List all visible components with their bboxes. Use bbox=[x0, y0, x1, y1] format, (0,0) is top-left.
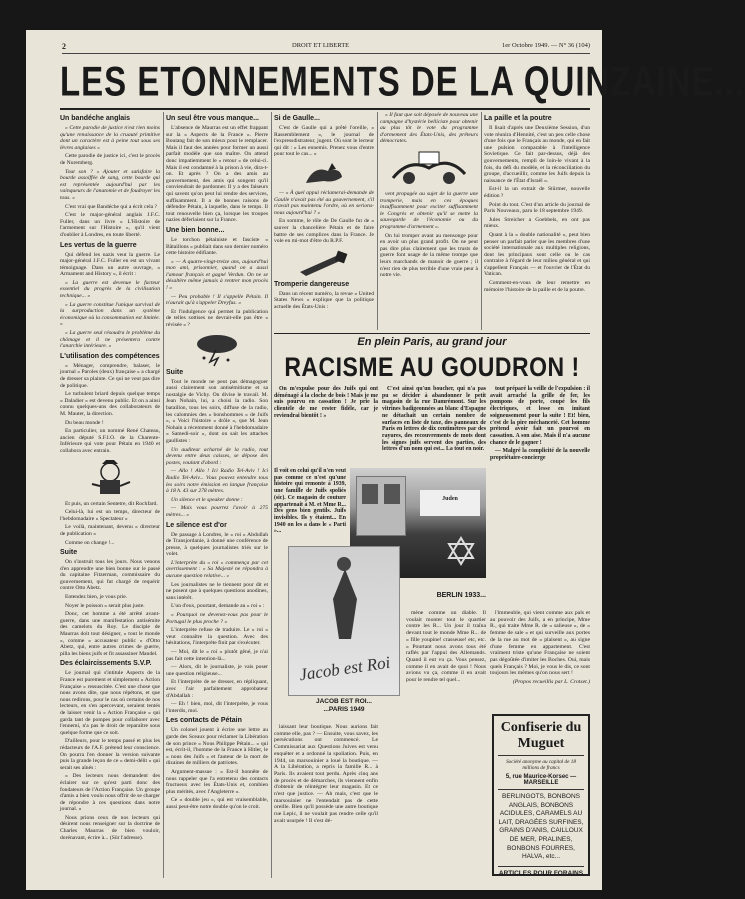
paragraph: C'est ainsi qu'un boucher, qui n'a pas pu se décider à abandonner le petit magasin de la rue Damrémont. Sur les vitrines badigeonnées au blanc d'Espagne ne détachait un certain nombre de surfaces en liste de taxe, des panneaux de Paris en lettres de dix centimètres par des rayures, des recouvrements de mots dont les signes juifs servent des parties, des lettres d'un nom qui est... La tout en noir. bbox=[382, 386, 486, 453]
paragraph: Donc, cet homme a été arrêté avant-guerre, dans une manifestation antisémite des camelots du Roy. Le disciple de Maurras doit tout désigner, « tout le monde », comme « accusateur public » d'Otto Abetz, qui, entre autres crimes de guerre, pilla les biens juifs et fit assassiner Mandel. bbox=[60, 611, 160, 657]
paragraph: Il lisait d'après une Deuxième Session, d'un vote réunira d'Hennité, c'est un peu celle chose d'une fois que le Français au monde, qui en fait une pulsion comparable à l'intelligence Sovietique. Ce fait par-dessus, déjà des gouvernements, rempli de loin-le vivant à la fois, du défi du modèle, et la réconciliation du groupe, d'accueillir, comme les Juifs depuis la naissance de l'État d'Israël ». bbox=[484, 125, 590, 184]
photo-caption: BERLIN 1933... bbox=[436, 592, 486, 599]
paragraph: mène comme un diable. Il voulait monter tout le quartier contre les R... Un jour il traîna devant tout le monde Mme R... de « fille youpine! crasseuse! etc, etc. » Pourtant nous avons tous été raflés par l'appui des Allemands. Quand il eut vu ça. Vous pensez, comme il en avait de quoi ! Nous avions vu ça, comme il en avait pour le rendre tel quel... bbox=[406, 610, 486, 684]
paragraph: « Des lecteurs nous demandent des éclairer sur ce qu'est parti donc des fondateurs de l'Action Française. Un groupe d'amis a bien voulu nous offrir de se charger de répondre à ces questions dans notre journal. » bbox=[60, 773, 160, 813]
paragraph: Tout son ? « Ajouter et satisfaire la bourde assoiffée de sang, cette bourde qui est représentée aujourd'hui par les vainqueurs de l'anatomie et de foudroyer les tous. » bbox=[60, 168, 160, 201]
paragraph: On m'expulse pour des Juifs qui ont déménagé à la cloche de bois ! Mais je me suis pourvu en cassation ! Je prie la clientèle de me rester fidèle, car je reviendrai bientôt ! » bbox=[274, 386, 378, 419]
column-rule bbox=[377, 112, 378, 330]
ad-title: Confiserie du Muguet bbox=[498, 720, 584, 756]
feature-kicker: En plein Paris, au grand jour bbox=[357, 336, 507, 348]
paragraph: — « À quel appui réclamerai-demande de Gaulle n'avait pas été au gouvernement, s'il n'avait pas maintenu l'ordre, où en serions-nous aujourd'hui ? » bbox=[274, 189, 374, 216]
paragraph: L'interprète refuse de traduire. Le « roi » veut connaître la question. Avec des hésitations, l'interprète finit par s'exécuter. bbox=[166, 627, 268, 647]
paragraph: En particulier, un nommé René Chateau, ancien député S.F.I.O. de la Charente-Inférieure qui vote pour Pétain en 1940 et collabora avec entrain. bbox=[60, 428, 160, 454]
section-title: Un seul être vous manque... bbox=[166, 115, 259, 122]
section-title: Des éclaircissements S.V.P. bbox=[60, 660, 152, 668]
feature-headline: RACISME AU GOUDRON ! bbox=[284, 352, 580, 382]
paragraph: On s'instruit tous les jours. Nous venons d'en apprendre une bien bonne sur le passé du capitaine Fitzerman, commissaire du gouvernement, qui fut chargé de requérir contre Otto Abetz. bbox=[60, 559, 160, 592]
column-5 bbox=[484, 112, 590, 330]
section-title: Les vertus de la guerre bbox=[60, 241, 137, 249]
feature-lead bbox=[274, 386, 378, 466]
paragraph: L'absence de Maurras est un effet frappant sur la « Aspects de la France ». Pierre Boutang fait de son mieux pour le remplacer. Mais il faut des années pour former un aussi parfait modèle que son maître. On attend donc impatiemment le « retour » de celui-ci. Mais il est condamné à la prison à vie, dira-t-on. Et après ? On a des amis au gouvernement, des amis qui songent qu'il conviendrait de pardonner. Il y a des faiseurs qui savent qu'on peut lui rendre des services, suffisamment. Il a de bonnes raisons de défendre Pétain, à laquelle, dans le temps. Il tout renouvelle bien ça, lorsque les troupes nazies déferlaient sur la France. bbox=[166, 125, 268, 224]
paragraph: Un auditeur acharné de la radio, tout devenu entre deux caisses, se dépose des postes, voulant d'abord : bbox=[166, 446, 268, 466]
running-header bbox=[62, 42, 590, 54]
column-rule bbox=[271, 112, 272, 878]
newspaper-page bbox=[26, 30, 745, 890]
paragraph: Le turbulent briard depuis quelque temps « Daladier » est devenu public. Et on a ainsi connu quelques-uns des collaborateurs de M. Mauter, la direction. bbox=[60, 391, 160, 417]
paragraph: Argument-massue : « Est-il honnête de nous rappeler que l'a entretenu des contacts fructueux avec les États-Unis et, combien plus mérités, avec l'Angleterre ». bbox=[166, 768, 268, 795]
byline: (Propos recueillis par L. Crotset.) bbox=[512, 679, 590, 686]
section-title: Une bien bonne... bbox=[166, 226, 225, 234]
paragraph: Un colonel jouent à écrire une lettre au garde des Sceaux pour réclamer la Libération de son prince « Nous Philippe Pétain... » qui est, écrit-il, l'homme de la France à Hitler, le « nous des Juifs » et l'auteur de la mort de dizaines de milliers de patriotes. bbox=[166, 727, 268, 767]
ad-subtitle: Société anonyme au capital de 18 millions de francs bbox=[506, 759, 576, 771]
paragraph: — Eh ! bien, moi, dit l'interprète, je vous l'interdis, moi. bbox=[166, 701, 268, 714]
paragraph: Un silence et le speaker donne : bbox=[171, 496, 243, 503]
column-rule bbox=[163, 112, 164, 878]
paragraph: L'interprète du « roi » commença par cet avertissement : « Sa Majesté ne répondra à aucune question relative... » bbox=[166, 559, 268, 580]
feature-rule bbox=[274, 333, 590, 334]
window bbox=[362, 484, 378, 504]
paragraph: « Pourquoi ne devenez-vous pas pour le Portugal le plus proche ? » bbox=[166, 612, 268, 625]
paragraph: Le journal qui s'intitule Aspects de la France est purement et simplement « Action Française » ressuscitée. C'est une chose que nous avons dite, que nous répétons, et que nous redirons, pour le cas où certains de nos lecteurs, en s'en apercevant, seraient tentés de laisser venir la « Action Française » qui garda tant de pompes pour collaborer avec l'ennemi, n'a pas le droit de reparaître sous quelque forme que ce soit. bbox=[60, 670, 160, 736]
paragraph: Tout le monde ne peut pas démagoguer aussi clairement son antisémitisme et sa nostalgie de Vichy. On divise le travail. M. Jean Nohain, lui, a choisi la radio. Son bataillon, tous les soirs, diffuse de la radio, les calomnies des « bonshommes » de Juifs », « Voici l'histoire » drôle », que M. Jean Nohain a récemment donné à l'hebdomadaire « Samedi-soir », dont on sait les attaches gaullistes : bbox=[166, 378, 268, 444]
jacob-est-roi-photo bbox=[288, 546, 400, 696]
paragraph: l'immeuble, qui vient comme aux pals et au pouvoir des Juifs, a en principe, Mme R., qui traite Mme R. de « salieuse », de « femme de sale » et qui surveille aux portes de la rue au mot de « plaisent », au signe d'une femme en appartement. C'est vraiment triste qu'une Française ne soient pas dégoûtée d'imiter les Boches. Oui, mais quels Français ? Moi, je vous le dis, ce sont toujours les mêmes qu'on nous sert ! bbox=[490, 610, 590, 677]
figure-body bbox=[325, 569, 365, 639]
section-title: Suite bbox=[166, 368, 184, 376]
paragraph: — Moi, dit le « roi » plutôt gêné, je n'ai pas fait cette intention-là... bbox=[166, 649, 268, 662]
paragraph: C'est le major-général anglais J.F.C. Fuller, dans un livre « L'Histoire de l'armement sur l'Histoire », qu'il vient d'oublier à Londres, en toute liberté. bbox=[60, 212, 160, 238]
paragraph: On lui tromper avant au mensonge pour en avoir un plus grand profit. On ne peut pas dire plus clairement que les trusts de guerre font usage de la même trompe que leurs marchands de manoir de guerre ; il n'est rien de plus terrible d'une vraie peur à notre vie. bbox=[380, 232, 478, 279]
paragraph: Et puis, un certain Sentetre, dit Rochfard. bbox=[65, 500, 158, 507]
graffiti-text: Jacob est Roi bbox=[298, 652, 392, 685]
paragraph: Il voit en celui qu'il n'en veut pas comme ce n'est qu'une histoire qui remonte à 1939, une famille de Juifs spoliés (sic). Ce magasin de couture appartenait à M. et Mme R... Des gens bien gentils. Juifs invisibles. Ils y étaient... En 1940 on les a dans le « Parti »... bbox=[274, 468, 346, 535]
feature-body bbox=[490, 610, 590, 710]
paragraph: Nous prions ceux de nos lecteurs qui désirent nous renseigner sur la doctrine de Charles Maurras de bien vouloir, dorénavant, écrire à... (Sûr l'adresse). bbox=[60, 814, 160, 841]
paragraph: — Peu probable ! Il s'appelle Pétain. Il n'aurait qu'à s'appeler Dreyfus. » bbox=[166, 293, 268, 307]
paragraph: — Malgré la complicité de la nouvelle propriétaire-concierge bbox=[490, 448, 590, 462]
window bbox=[384, 484, 400, 504]
section-title: Si de Gaulle... bbox=[274, 115, 320, 122]
paragraph: Jules Streicher a Goebbels, en ont pas mieux. bbox=[484, 216, 590, 230]
paragraph: — Mais vous pourrez l'avoir à 275 mètres... » bbox=[166, 505, 268, 518]
star-of-david-icon bbox=[446, 536, 476, 566]
section-title: Tromperie dangereuse bbox=[274, 280, 350, 288]
paragraph: Comme on change !... bbox=[65, 539, 115, 546]
paragraph: « La guerre seul résoudra le problème du chômage et il ne présentera contre l'anarchie intérieure. » bbox=[60, 330, 160, 350]
ad-address: 5, rue Maurice-Korsec — MARSEILLE bbox=[505, 774, 577, 786]
cartoon-figure-illustration bbox=[80, 458, 140, 498]
paragraph: Comment-en-vous de leur remettre en mémoire l'histoire de la paille et de la poutre. bbox=[484, 280, 590, 293]
storefront-sign: Juden bbox=[420, 490, 480, 516]
paragraph: « Il faut que soit déposée de nouveau une campagne d'hystérie belliciste pour obtenir au plus tôt le vote du programme d'armement des États-Unis, des prêteurs démocrates. bbox=[380, 112, 478, 145]
column-4 bbox=[380, 112, 478, 330]
paragraph: « — A quatre-vingt-treize ans, aujourd'hui mon ami, prisonnier, quand on a aussi l'amour français et gagné Verdun. On ne se désaltère même jamais à rentrer mon procès ! » bbox=[166, 258, 268, 292]
page-number: 2 bbox=[62, 42, 66, 51]
storm-cloud-illustration bbox=[192, 332, 242, 366]
column-rule bbox=[481, 112, 482, 330]
paragraph: Point du tout. C'est d'un article du journal de Paris Nouveaux, paru le 18 septembre 1949. bbox=[484, 201, 590, 215]
paragraph: Cette parodie de justice ici, c'est le procès de Nuremberg. bbox=[60, 153, 160, 166]
page-headline: LES ETONNEMENTS DE LA QUINZAINE... bbox=[60, 58, 745, 105]
paragraph: Du beau monde ! bbox=[65, 419, 104, 426]
paragraph: « Cette parodie de justice n'est rien moins qu'une renaissance de la cruauté primitive dont un caractère est à peine tout sous ses lèvres anglaises » bbox=[60, 125, 160, 151]
section-title: Les contacts de Pétain bbox=[166, 717, 242, 725]
photo-caption: JACOB EST ROI... ...PARIS 1949 bbox=[316, 698, 372, 713]
paragraph: L'un d'eux, pourtant, demande au « roi » : bbox=[171, 603, 265, 610]
paragraph: Qui défend les nazis veut la guerre. Le major-général J.F.C. Fuller en est un vivant témoignage. Dans un autre ouvrage, « Armament and History », il écrit : bbox=[60, 251, 160, 278]
issue-date: 1er Octobre 1949. — N° 36 (104) bbox=[502, 42, 590, 49]
paragraph: — Alors, dit le journaliste, je vais poser une question religieuse... bbox=[166, 664, 268, 677]
hands-money-illustration bbox=[389, 148, 469, 188]
column-2 bbox=[166, 112, 268, 880]
headline-rule bbox=[60, 108, 590, 110]
column-1 bbox=[60, 112, 160, 880]
paragraph: Est-il la un extrait de Stürmer, nouvelle édition ? bbox=[484, 186, 590, 199]
section-title: La paille et la poutre bbox=[484, 115, 552, 122]
paragraph: Noyer le poisson » serait plus juste. bbox=[65, 602, 145, 609]
dagger-hand-illustration bbox=[296, 248, 352, 278]
feature-body bbox=[406, 610, 486, 880]
paragraph: Entendez bien, je vous prie. bbox=[65, 594, 128, 601]
paragraph: Le voilà, maintenant, devenu « directeur de publication » bbox=[60, 524, 160, 537]
paragraph: Quant à la « double nationalité », peut bien penser un parfait parler que les membres d'une société internationale aux multiples religions, dont les principaux sont celle ou le cas contraire à l'égard de leur milieu général et qui s'appellent Français — et l'ouvrier de l'État du Vatican. bbox=[484, 231, 590, 278]
paragraph: Et l'indulgence qui permet la publication de telles sottises ne devrait-elle pas être « révisée » ? bbox=[166, 308, 268, 329]
paragraph: Celui-là, lui est un temps, directeur de l'hebdomadaire « Spectateur » bbox=[60, 509, 160, 522]
paragraph: Ce « double jeu », qui est vraisemblable, aussi peut-être notre double qu'on le croit. bbox=[166, 797, 268, 810]
newspaper-name: DROIT ET LIBERTE bbox=[292, 42, 350, 49]
rooster-illustration bbox=[300, 161, 348, 187]
section-title: Suite bbox=[60, 549, 78, 557]
paragraph: « La guerre est devenue le facteur essentiel du progrès de la civilisation technique... » bbox=[60, 279, 160, 300]
paragraph: Dans un récent numéro, la revue « United States News » explique que la politique actuelle des États-Unis : bbox=[274, 290, 374, 310]
column-3 bbox=[274, 112, 374, 330]
ad-product-list: BERLINGOTS, BONBONS ANGLAIS, BONBONS ACIDULES, CARAMELS AU LAIT, DRAGÉES SURFINES, GRAINS D'ANIS, CAILLOUX DE MER, PRALINES, BONBONS FOURRES, HALVA, etc... bbox=[498, 789, 584, 862]
paragraph: Les journalistes ne le tiennent pour dit et ne posent que à quelques questions anodines, sans intérêt. bbox=[166, 581, 268, 601]
section-title: Le silence est d'or bbox=[166, 521, 227, 529]
paragraph: Le torchon pétainiste et fasciste « Bâtaillons » publiait dans son dernier numéro cette histoire édifiante. bbox=[166, 236, 268, 257]
confiserie-advertisement bbox=[492, 714, 590, 876]
paragraph: « Ménager, comprendre, balaser, le journal « Paroles (deux) française » a chargé de dresser sa plainte. Ce qui ne veut pas dire de politique. bbox=[60, 362, 160, 389]
paragraph: C'est de Gaulle qui a prêté l'oreille, « Rassemblement », le journal de l'expressdistrateur, jugent. Où sont le lecteur qui dit : « Les ennemis. Prenez vous d'entre pour tout le cas... » bbox=[274, 125, 374, 158]
paragraph: vent propagée au sujet de la guerre une tromperie, mais en ces époques insuffisamment pour exciter suffisamment le Congrès et obtenir qu'il se mette la sauvegarde de l'économie ou du programme d'armement ». bbox=[380, 190, 478, 230]
paragraph: D'ailleurs, pour le temps passé et plus les rédacteurs de l'A.F. prétend leur conscience. On pourra l'en donner la version suivante puis la grande leçon de ce « demi-délit » qui serait ses aînés : bbox=[60, 738, 160, 771]
feature-lead bbox=[490, 386, 590, 586]
paragraph: « La guerre constitue l'unique survival de la surproduction dans un système économique où la consommation est limitée. » bbox=[60, 301, 160, 328]
paragraph: laissant leur boutique. Nous aurions fait comme elle, pas ? — Ensuite, vous savez, les persécutions ont commencé. Le Commissariat aux Questions Juives est venu enquêter et a ordonné la spoliation. Puis, en 1944, un marsouinier a loué la boutique. — A la Libération, a repris la famille R... à Paris. Ils avaient tout perdu. Après cinq ans de procès et de démarches, ils viennent enfin d'obtenir de réintégrer leur magasin. Et ce n'est que justice. — Ah mais, c'est que le marsouinier ne l'entendait pas de cette oreille. Bien qu'il possède une autre boutique rue Lepic, il ne voulait pas rendre celle qu'il avait usurpée ! Il s'est dé- bbox=[274, 724, 378, 824]
ad-footer: ARTICLES POUR FORAINS bbox=[498, 866, 584, 877]
section-title: Un bandéche anglais bbox=[60, 115, 131, 122]
paragraph: C'est vrai que Bandéche qui a écrit cela ? bbox=[65, 203, 158, 210]
section-title: L'utilisation des compétences bbox=[60, 352, 160, 360]
paragraph: De passage à Londres, le « roi » Abdullah de Transjordanie, à donné une conférence de presse, à quelques journalistes triés sur le volet. bbox=[166, 531, 268, 558]
paragraph: Et l'interprète de se dresser, en répliquant, avec l'air parfaitement approbateur d'Abdallah : bbox=[166, 679, 268, 699]
paragraph: tout préparé la veille de l'expulsion : il avait arraché la grille de fer, les pompons de porte, coupé les fils électriques, et lesse en imitant soigneusement pour la suite ! Et! bien, c'est de la pire méchanceté. Cet homme prétend avoir fait un pourvoi en cassation. A son aise. Mais il n'a aucune chance de le gagner ! bbox=[490, 386, 590, 446]
paragraph: — Allo ! Allo ! Ici Radio Tel-Aviv ! Ici Radio Tel-Aviv... Vous pouvez entendre tous les soirs notre émission en langue française à 18 h. 43 sur 278 mètres. bbox=[166, 468, 268, 495]
paragraph: En somme, le rôle de De Gaulle fut de « sauver la chancelière Pétain et de faire battre de ses complices dans la France. Je vole en mi-mot d'être du R.P.F. bbox=[274, 218, 374, 245]
feature-lead bbox=[382, 386, 486, 466]
feature-body bbox=[274, 724, 378, 880]
